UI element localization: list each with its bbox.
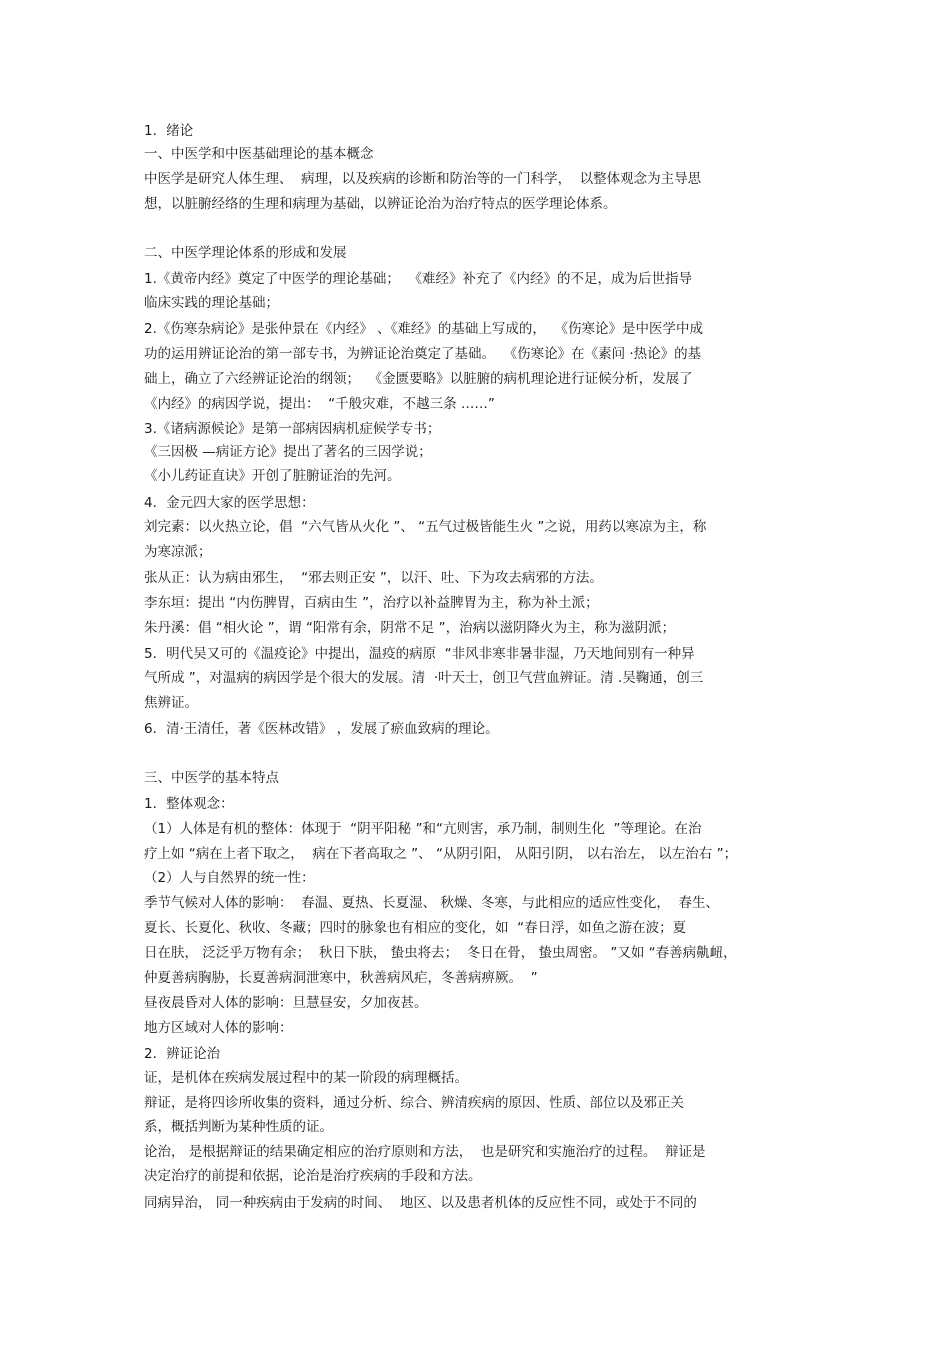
- paragraph-line: 2.《伤寒杂病论》是张仲景在《内经》 、《难经》的基础上写成的， 《伤寒论》是中医学中成: [144, 321, 704, 337]
- paragraph-line: 论治， 是根据辩证的结果确定相应的治疗原则和方法， 也是研究和实施治疗的过程。 辩证是: [144, 1144, 706, 1160]
- paragraph-line: 季节气候对人体的影响： 春温、夏热、长夏湿、 秋燥、冬寒，与此相应的适应性变化， 春生、: [144, 895, 719, 911]
- paragraph-line: 李东垣：提出 “内伤脾胃，百病由生 ”，治疗以补益脾胃为主，称为补土派；: [144, 595, 599, 611]
- paragraph-line: 功的运用辨证论治的第一部专书，为辨证论治奠定了基础。 《伤寒论》在《素问 ·热论》的基: [144, 346, 702, 362]
- paragraph-line: 想，以脏腑经络的生理和病理为基础，以辨证论治为治疗特点的医学理论体系。: [144, 196, 617, 212]
- paragraph-line: 昼夜晨昏对人体的影响：旦慧昼安，夕加夜甚。: [144, 995, 428, 1011]
- paragraph-line: 6．清·王清任，著《医林改错》 ，发展了瘀血致病的理论。: [144, 721, 499, 737]
- paragraph-line: 日在肤， 泛泛乎万物有余； 秋日下肤， 蛰虫将去； 冬日在骨， 蛰虫周密。 ”又如 “春善病鼽衄，: [144, 945, 737, 961]
- paragraph-line: 1．整体观念：: [144, 796, 234, 812]
- paragraph-line: （1）人体是有机的整体：体现于 “阴平阳秘 ”和“亢则害，承乃制，制则生化 ”等理论。在治: [144, 821, 702, 837]
- paragraph-line: 证，是机体在疾病发展过程中的某一阶段的病理概括。: [144, 1070, 468, 1086]
- paragraph-line: 《内经》的病因学说，提出： “千般灾难，不越三条 ……”: [144, 396, 495, 412]
- heading-formation: 二、中医学理论体系的形成和发展: [144, 245, 347, 261]
- paragraph-line: 同病异治， 同一种疾病由于发病的时间、 地区、以及患者机体的反应性不同，或处于不同的: [144, 1195, 697, 1211]
- paragraph-line: 《小儿药证直诀》开创了脏腑证治的先河。: [144, 468, 401, 484]
- paragraph-line: 辩证，是将四诊所收集的资料，通过分析、综合、辨清疾病的原因、性质、部位以及邪正关: [144, 1095, 684, 1111]
- paragraph-line: 决定治疗的前提和依据，论治是治疗疾病的手段和方法。: [144, 1168, 482, 1184]
- paragraph-line: 焦辨证。: [144, 695, 198, 711]
- paragraph-line: 朱丹溪：倡 “相火论 ”，谓 “阳常有余，阴常不足 ”，治病以滋阴降火为主，称为滋阴派；: [144, 620, 676, 636]
- paragraph-line: 2．辨证论治: [144, 1046, 221, 1062]
- paragraph-line: 5．明代吴又可的《温疫论》中提出，温疫的病原 “非风非寒非暑非湿，乃天地间别有一种异: [144, 646, 695, 662]
- paragraph-line: 夏长、长夏化、秋收、冬藏；四时的脉象也有相应的变化，如 “春日浮，如鱼之游在波；夏: [144, 920, 687, 936]
- paragraph-line: 临床实践的理论基础；: [144, 295, 279, 311]
- section-title-intro: 1．绪论: [144, 123, 194, 139]
- heading-basic-features: 三、中医学的基本特点: [144, 770, 279, 786]
- paragraph-line: 地方区域对人体的影响：: [144, 1020, 293, 1036]
- paragraph-line: （2）人与自然界的统一性：: [144, 870, 315, 886]
- paragraph-line: 系，概括判断为某种性质的证。: [144, 1119, 333, 1135]
- paragraph-line: 张从正：认为病由邪生， “邪去则正安 ”，以汗、吐、下为攻去病邪的方法。: [144, 570, 603, 586]
- paragraph-line: 仲夏善病胸胁，长夏善病洞泄寒中，秋善病风疟，冬善病痹厥。 ”: [144, 970, 538, 986]
- paragraph-line: 为寒凉派；: [144, 544, 212, 560]
- paragraph-line: 4．金元四大家的医学思想：: [144, 495, 315, 511]
- paragraph-line: 疗上如 “病在上者下取之， 病在下者高取之 ”、 “从阴引阳， 从阳引阴， 以右治左， 以左治右 ”；: [144, 846, 738, 862]
- paragraph-line: 中医学是研究人体生理、 病理，以及疾病的诊断和防治等的一门科学， 以整体观念为主导思: [144, 171, 702, 187]
- paragraph-line: 《三因极 —病证方论》提出了著名的三因学说；: [144, 444, 432, 460]
- paragraph-line: 3.《诸病源候论》是第一部病因病机症候学专书；: [144, 421, 441, 437]
- paragraph-line: 础上，确立了六经辨证论治的纲领； 《金匮要略》以脏腑的病机理论进行证候分析，发展了: [144, 371, 693, 387]
- paragraph-line: 1.《黄帝内经》奠定了中医学的理论基础； 《难经》补充了《内经》的不足，成为后世指导: [144, 271, 692, 287]
- paragraph-line: 刘完素：以火热立论，倡 “六气皆从火化 ”、 “五气过极皆能生火 ”之说，用药以寒凉为主，称: [144, 519, 707, 535]
- paragraph-line: 气所成 ”，对温病的病因学是个很大的发展。清 ·叶天士，创卫气营血辨证。清 .吴鞠通，创三: [144, 670, 704, 686]
- heading-basic-concepts: 一、中医学和中医基础理论的基本概念: [144, 146, 374, 162]
